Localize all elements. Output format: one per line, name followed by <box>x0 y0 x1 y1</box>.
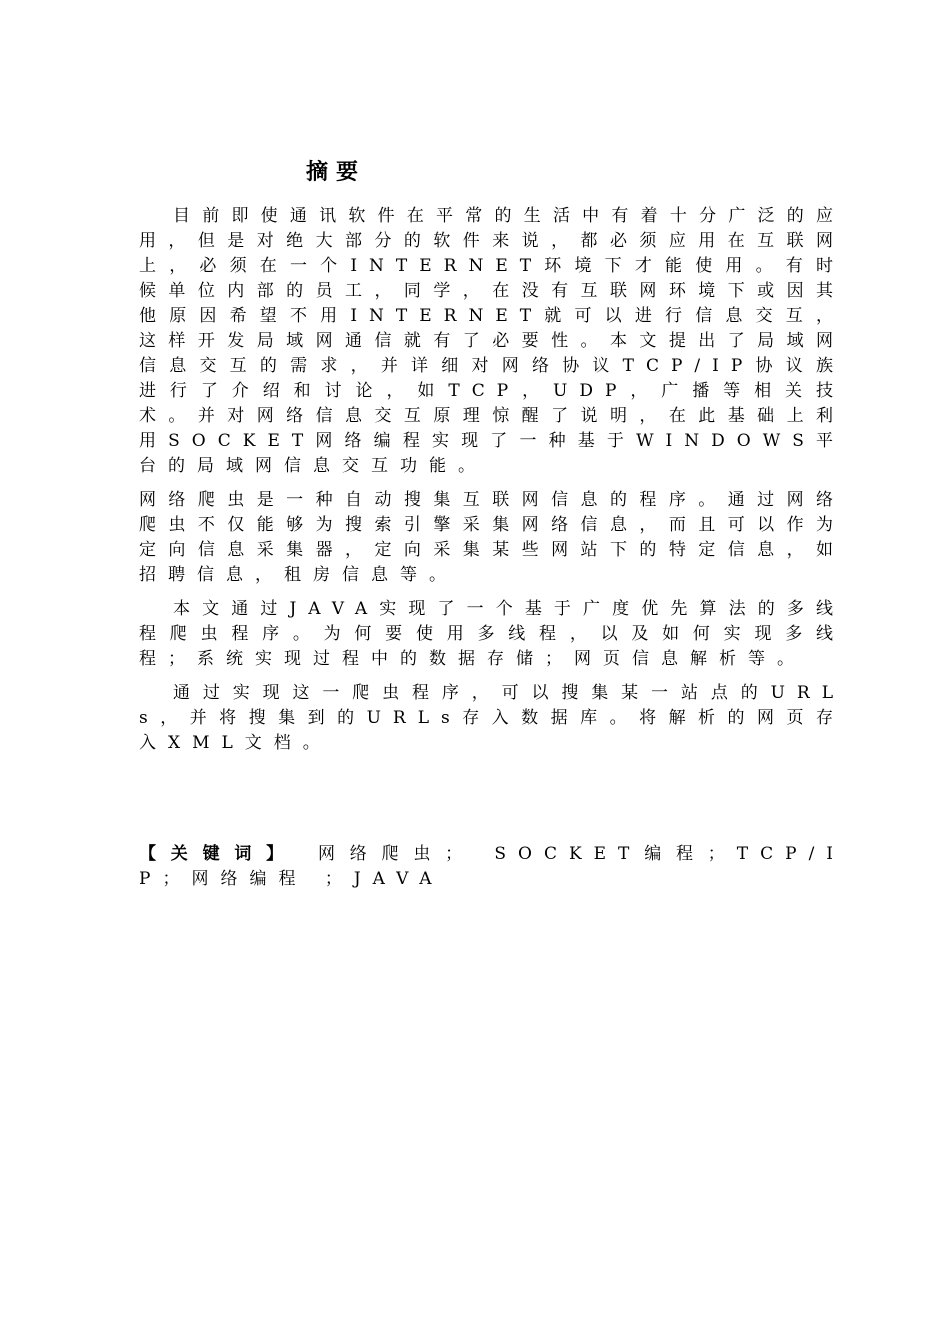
abstract-paragraph-1: 目前即使通讯软件在平常的生活中有着十分广泛的应用，但是对绝大部分的软件来说，都必须应用在互联网上，必须在一个INTERNET环境下才能使用。有时候单位内部的员工，同学，在没有互联网环境下或因其他原因希望不用INTERNET就可以进行信息交互，这样开发局域网通信就有了必要性。本文提出了局域网信息交互的需求，并详细对网络协议TCP/IP协议族进行了介绍和讨论，如TCP，UDP，广播等相关技术。并对网络信息交互原理惊醒了说明，在此基础上利用SOCKET网络编程实现了一种基于WINDOWS平台的局域网信息交互功能。 <box>139 206 845 476</box>
keywords-line <box>139 842 845 892</box>
abstract-paragraph-4: 通过实现这一爬虫程序，可以搜集某一站点的URLs，并将搜集到的URLs存入数据库。将解析的网页存入XML文档。 <box>139 683 845 753</box>
keywords-text: 网络爬虫； SOCKET编程；TCP/IP；网络编程 ；JAVA <box>139 844 846 889</box>
abstract-paragraph-2: 网络爬虫是一种自动搜集互联网信息的程序。通过网络爬虫不仅能够为搜索引擎采集网络信息，而且可以作为定向信息采集器，定向采集某些网站下的特定信息，如招聘信息，租房信息等。 <box>139 490 845 585</box>
abstract-body <box>139 204 845 756</box>
abstract-paragraph-3: 本文通过JAVA实现了一个基于广度优先算法的多线程爬虫程序。为何要使用多线程，以及如何实现多线程；系统实现过程中的数据存储；网页信息解析等。 <box>139 599 845 669</box>
abstract-title: 摘要 <box>306 160 367 185</box>
keywords-label: 【关键词】 <box>139 844 298 864</box>
